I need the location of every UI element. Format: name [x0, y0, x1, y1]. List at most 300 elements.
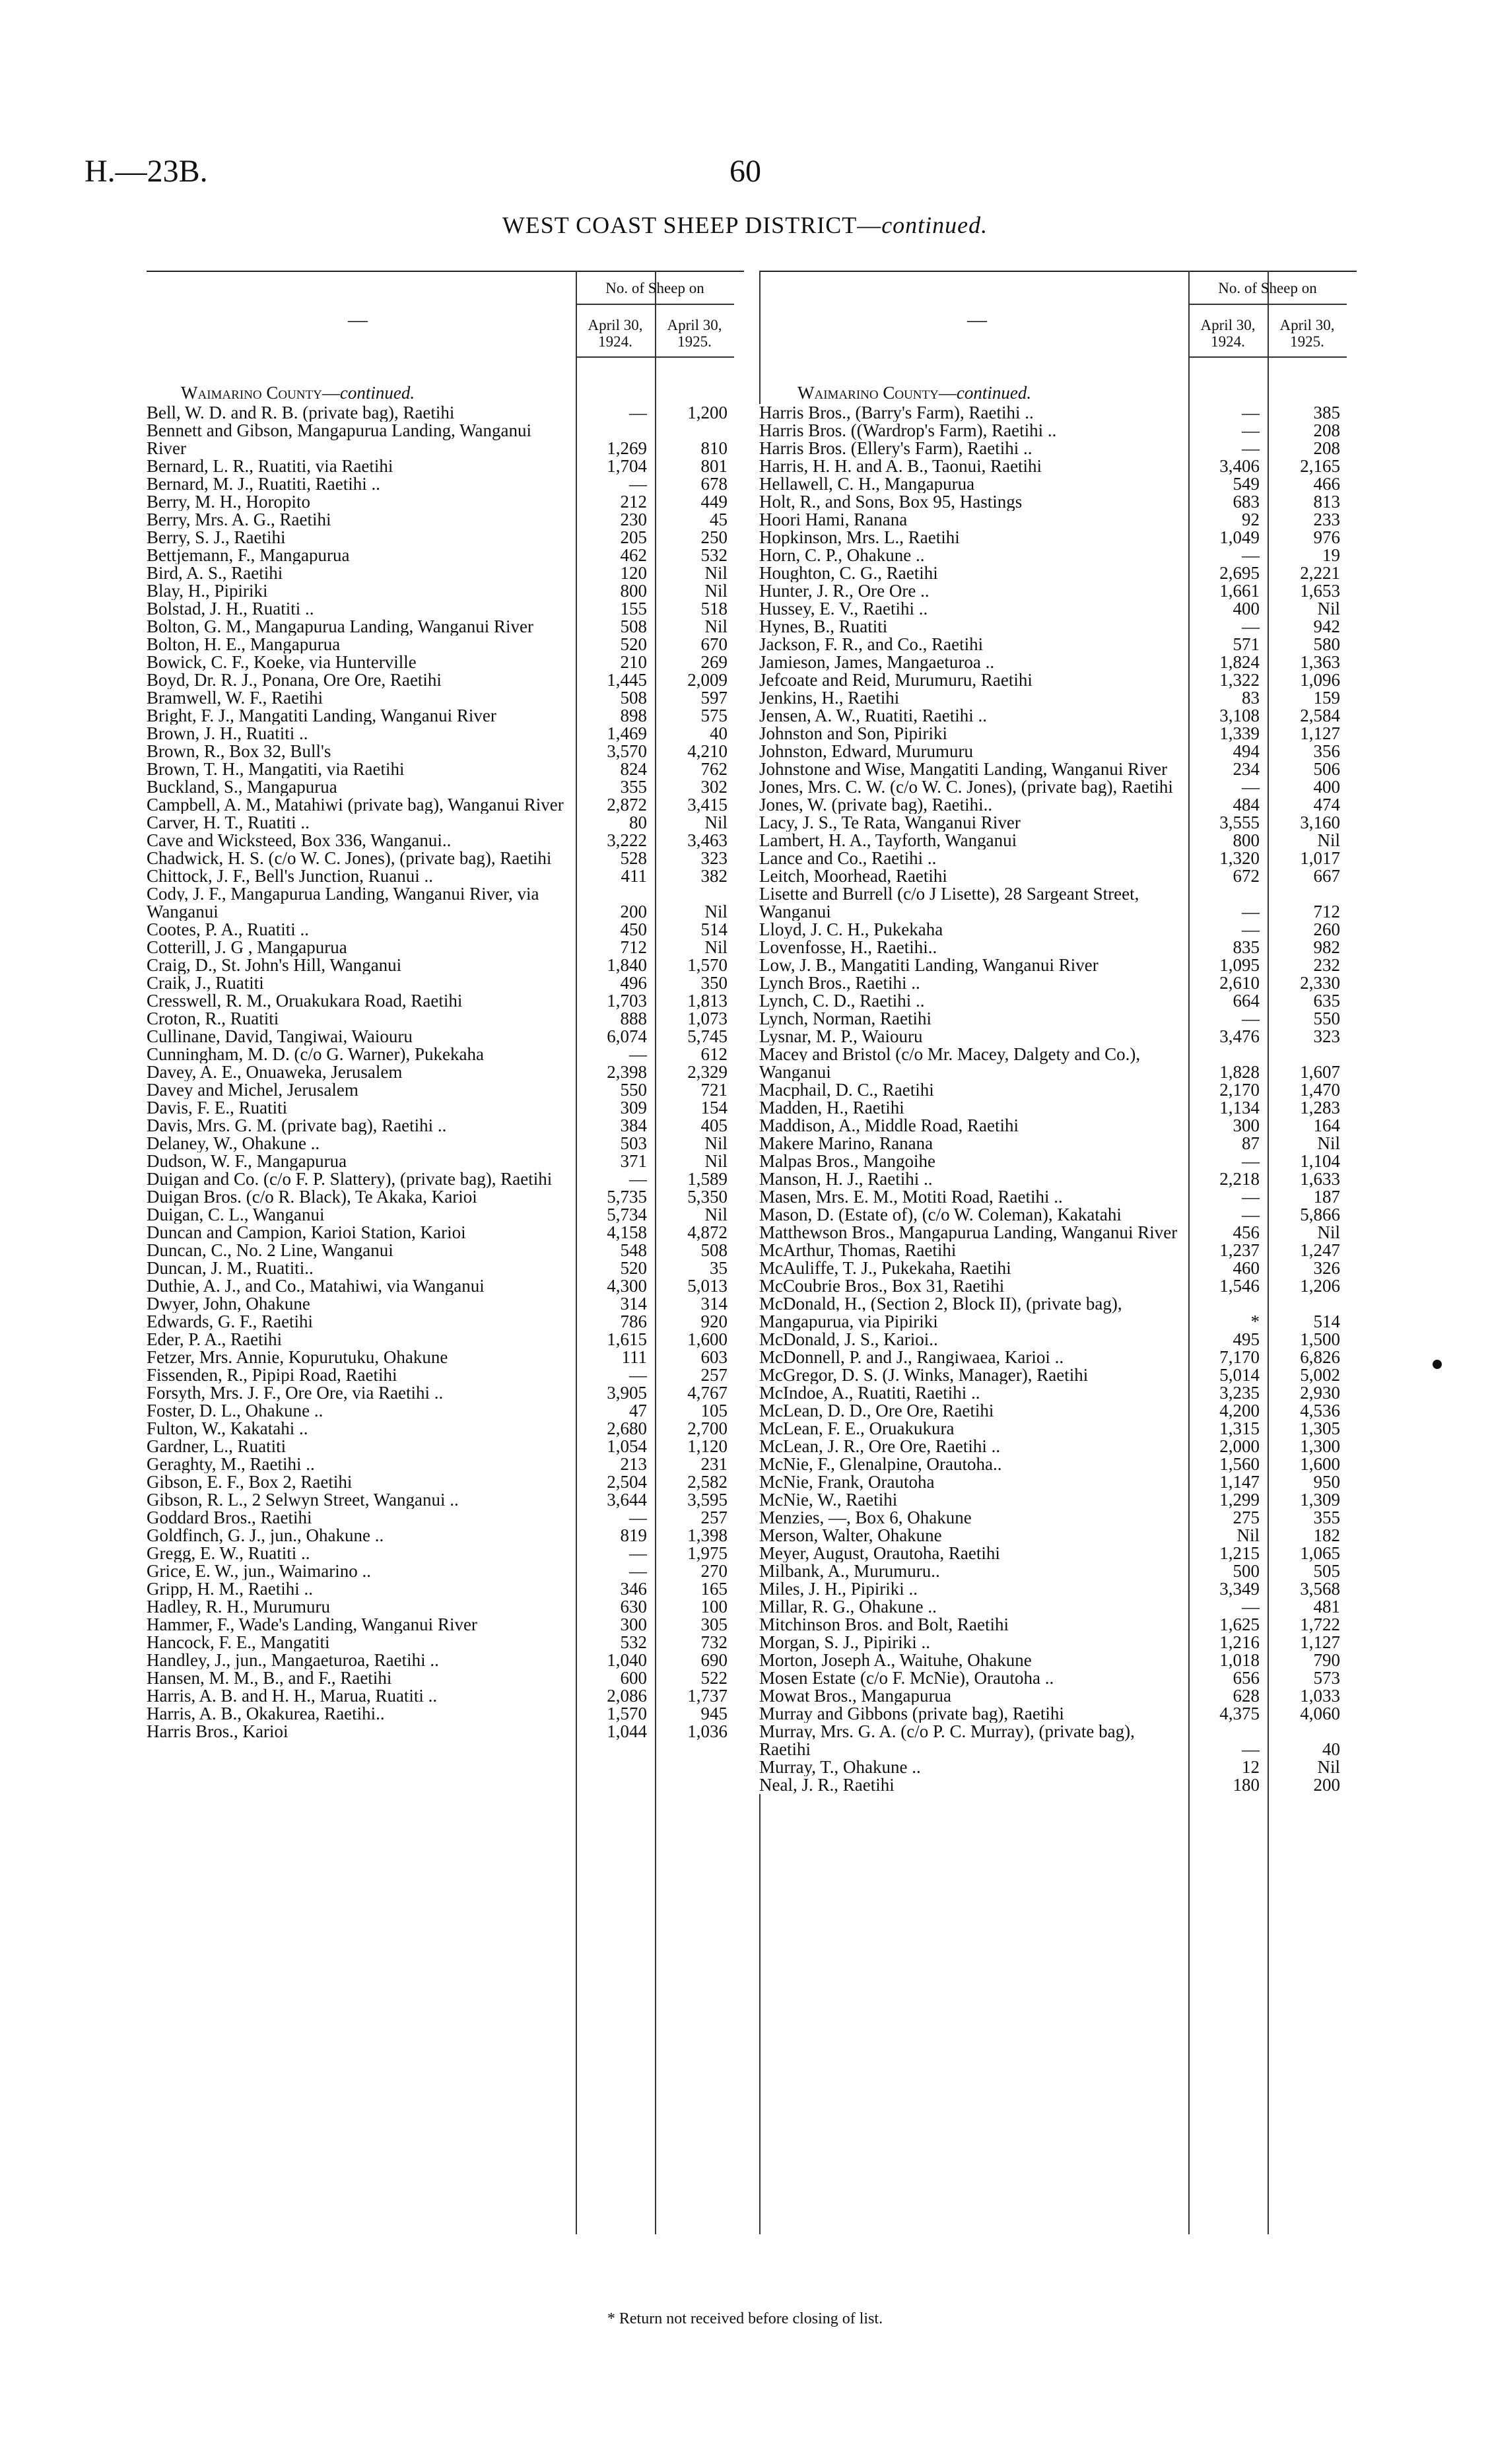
- owner-name: Mosen Estate (c/o F. McNie), Orautoha ..: [759, 1669, 1056, 1687]
- sheep-1924: 503: [620, 1133, 647, 1153]
- owner-name: Leitch, Moorhead, Raetihi: [759, 867, 950, 885]
- owner-cell: [759, 849, 1188, 867]
- sheep-1925: 1,200: [687, 403, 728, 422]
- owner-name: Gregg, E. W., Ruatiti ..: [147, 1545, 312, 1562]
- owner-cell: [147, 689, 576, 707]
- sheep-1925: 976: [1313, 527, 1340, 547]
- table-row: [147, 778, 744, 796]
- sheep-1924: 1,044: [607, 1721, 647, 1741]
- owner-name: Chadwick, H. S. (c/o W. C. Jones), (private bag), Raetihi: [147, 849, 554, 867]
- sheep-1925: 950: [1313, 1472, 1340, 1492]
- owner-cell: [759, 1598, 1188, 1616]
- header-rule: [576, 304, 734, 305]
- table-row: [759, 1580, 1357, 1598]
- owner-name: Goldfinch, G. J., jun., Ohakune ..: [147, 1527, 386, 1545]
- owner-cell: [759, 1366, 1188, 1384]
- sheep-1924: 300: [1233, 1115, 1260, 1135]
- sheep-1924: 496: [620, 973, 647, 993]
- table-row: [759, 1277, 1357, 1295]
- owner-name: Brown, R., Box 32, Bull's: [147, 743, 333, 760]
- owner-cell: [759, 1099, 1188, 1117]
- sheep-1924: 4,158: [607, 1222, 647, 1242]
- owner-name: Bernard, L. R., Ruatiti, via Raetihi: [147, 457, 395, 475]
- table-row: [147, 564, 744, 582]
- owner-cell: [759, 1295, 1188, 1331]
- sheep-1924: 92: [1242, 510, 1260, 529]
- sheep-1925: 3,568: [1300, 1579, 1340, 1599]
- owner-cell: [147, 564, 576, 582]
- owner-name: Mitchinson Bros. and Bolt, Raetihi: [759, 1616, 1011, 1634]
- owner-cell: [147, 1099, 576, 1117]
- sheep-1925: 326: [1313, 1258, 1340, 1278]
- owner-name: McAuliffe, T. J., Pukekaha, Raetihi: [759, 1259, 1014, 1277]
- sheep-1924: —: [629, 1169, 647, 1189]
- sheep-1925: 1,127: [1300, 1632, 1340, 1652]
- owner-cell: [147, 511, 576, 529]
- sheep-1924: 600: [620, 1668, 647, 1688]
- owner-cell: [759, 743, 1188, 760]
- sheep-1924: 500: [1233, 1561, 1260, 1581]
- table-row: [147, 511, 744, 529]
- sheep-1924: —: [1242, 1739, 1260, 1759]
- table-row: [147, 956, 744, 974]
- owner-cell: [147, 1562, 576, 1580]
- owner-cell: [759, 1046, 1188, 1081]
- table-row: [759, 1242, 1357, 1259]
- owner-name: Hoori Hami, Ranana: [759, 511, 910, 529]
- table-row: [147, 636, 744, 653]
- sheep-1924: —: [1242, 902, 1260, 921]
- sheep-1924: 4,200: [1219, 1401, 1260, 1420]
- owner-cell: [147, 1420, 576, 1438]
- sheep-1924: 155: [620, 599, 647, 618]
- sheep-1925: 305: [700, 1615, 728, 1634]
- owner-cell: [147, 1331, 576, 1349]
- owner-cell: [147, 1687, 576, 1705]
- table-row: [759, 600, 1357, 618]
- sheep-1924: 3,108: [1219, 706, 1260, 725]
- table-row: [147, 653, 744, 671]
- owner-name: Bramwell, W. F., Raetihi: [147, 689, 325, 707]
- table-row: [759, 1366, 1357, 1384]
- table-row: [759, 1438, 1357, 1455]
- owner-name: Bolton, G. M., Mangapurua Landing, Wanganui River: [147, 618, 536, 636]
- owner-name: Dudson, W. F., Mangapurua: [147, 1152, 349, 1170]
- sheep-1925: 1,247: [1300, 1240, 1340, 1260]
- sheep-1925: 5,866: [1300, 1205, 1340, 1224]
- owner-name: Jones, W. (private bag), Raetihi..: [759, 796, 995, 814]
- sheep-1924: 3,222: [607, 830, 647, 850]
- owner-cell: [759, 1491, 1188, 1509]
- sheep-1924: 1,269: [607, 438, 647, 458]
- table-row: [759, 547, 1357, 564]
- owner-name: Makere Marino, Ranana: [759, 1135, 935, 1152]
- owner-cell: [147, 1616, 576, 1634]
- owner-name: Davey and Michel, Jerusalem: [147, 1081, 361, 1099]
- sheep-1924: 205: [620, 527, 647, 547]
- table-row: [759, 1545, 1357, 1562]
- table-row: [147, 1545, 744, 1562]
- sheep-1924: 230: [620, 510, 647, 529]
- table-row: [759, 1188, 1357, 1206]
- owner-name: Fissenden, R., Pipipi Road, Raetihi: [147, 1366, 400, 1384]
- owner-cell: [759, 1669, 1188, 1687]
- owner-name: McDonald, H., (Section 2, Block II), (private bag), Mangapurua, via Pipiriki: [759, 1295, 1122, 1331]
- owner-cell: [759, 1259, 1188, 1277]
- sheep-1924: 2,218: [1219, 1169, 1260, 1189]
- right-table: [759, 271, 1357, 2234]
- table-row: [147, 1188, 744, 1206]
- owner-cell: [759, 1135, 1188, 1152]
- sheep-1924: 664: [1233, 991, 1260, 1011]
- owner-cell: [147, 832, 576, 849]
- sheep-1924: —: [629, 1561, 647, 1581]
- table-row: [147, 992, 744, 1010]
- owner-name: Lynch, Norman, Raetihi: [759, 1010, 934, 1028]
- table-row: [147, 1420, 744, 1438]
- table-row: [147, 743, 744, 760]
- sheep-1925: 1,309: [1300, 1490, 1340, 1510]
- sheep-1925: 1,653: [1300, 581, 1340, 601]
- sheep-1925: 2,165: [1300, 456, 1340, 476]
- owner-name: Harris Bros., (Barry's Farm), Raetihi ..: [759, 404, 1036, 422]
- table-row: [759, 689, 1357, 707]
- table-row: [759, 1651, 1357, 1669]
- owner-cell: [147, 1723, 576, 1741]
- owner-name: Bright, F. J., Mangatiti Landing, Wanganui River: [147, 707, 499, 725]
- table-row: [759, 1259, 1357, 1277]
- sheep-1925: 2,221: [1300, 563, 1340, 583]
- table-row: [147, 867, 744, 885]
- sheep-1924: —: [1242, 545, 1260, 565]
- owner-cell: [147, 1651, 576, 1669]
- owner-name: Murray, T., Ohakune ..: [759, 1758, 924, 1776]
- owner-cell: [147, 1349, 576, 1366]
- section-title: [181, 383, 415, 403]
- sheep-1924: 355: [620, 777, 647, 797]
- owner-cell: [759, 1224, 1188, 1242]
- section-title-main: Waimarino County—: [797, 383, 957, 403]
- owner-cell: [147, 1277, 576, 1295]
- sheep-1925: 678: [700, 474, 728, 494]
- owner-cell: [759, 725, 1188, 743]
- owner-name: Bolstad, J. H., Ruatiti ..: [147, 600, 317, 618]
- sheep-1925: 208: [1313, 438, 1340, 458]
- sheep-1925: 690: [700, 1650, 728, 1670]
- table-row: [759, 707, 1357, 725]
- sheep-1924: 80: [629, 813, 647, 832]
- owner-cell: [147, 778, 576, 796]
- sheep-1924: 549: [1233, 474, 1260, 494]
- table-row: [759, 1758, 1357, 1776]
- sheep-1924: 888: [620, 1009, 647, 1028]
- table-row: [147, 404, 744, 422]
- sheep-1925: 1,398: [687, 1525, 728, 1545]
- owner-cell: [759, 885, 1188, 921]
- sheep-1925: 667: [1313, 866, 1340, 886]
- section-title-continued: continued.: [339, 383, 415, 403]
- owner-cell: [759, 1170, 1188, 1188]
- owner-cell: [759, 1651, 1188, 1669]
- owner-cell: [147, 1188, 576, 1206]
- sheep-1924: 3,644: [607, 1490, 647, 1510]
- table-row: [759, 1028, 1357, 1046]
- sheep-1925: Nil: [1317, 1757, 1340, 1777]
- owner-cell: [147, 743, 576, 760]
- owner-name: Mowat Bros., Mangapurua: [759, 1687, 954, 1705]
- table-row: [759, 1117, 1357, 1135]
- table-row: [759, 1224, 1357, 1242]
- table-row: [147, 1331, 744, 1349]
- owner-cell: [147, 707, 576, 725]
- table-row: [759, 832, 1357, 849]
- sheep-1924: 5,735: [607, 1187, 647, 1207]
- table-row: [147, 1669, 744, 1687]
- sheep-1925: 1,300: [1300, 1436, 1340, 1456]
- sheep-1924: 1,237: [1219, 1240, 1260, 1260]
- sheep-1924: 384: [620, 1115, 647, 1135]
- table-row: [759, 1491, 1357, 1509]
- sheep-1924: —: [1242, 403, 1260, 422]
- owner-name: Jensen, A. W., Ruatiti, Raetihi ..: [759, 707, 990, 725]
- owner-name: Carver, H. T., Ruatiti ..: [147, 814, 312, 832]
- sheep-1924: 1,615: [607, 1329, 647, 1349]
- owner-cell: [147, 1206, 576, 1224]
- owner-cell: [147, 1259, 576, 1277]
- owner-cell: [147, 1135, 576, 1152]
- owner-cell: [147, 1545, 576, 1562]
- table-row: [759, 1402, 1357, 1420]
- owner-name: Eder, P. A., Raetihi: [147, 1331, 285, 1349]
- owner-name: Milbank, A., Murumuru..: [759, 1562, 943, 1580]
- owner-cell: [759, 939, 1188, 956]
- sheep-1925: 270: [700, 1561, 728, 1581]
- owner-cell: [147, 921, 576, 939]
- sheep-1925: 1,073: [687, 1009, 728, 1028]
- owner-name: McNie, F., Glenalpine, Orautoha..: [759, 1455, 1005, 1473]
- sheep-1925: 518: [700, 599, 728, 618]
- owner-name: Croton, R., Ruatiti: [147, 1010, 281, 1028]
- sheep-1924: 1,661: [1219, 581, 1260, 601]
- col1-line1: April 30,: [1200, 317, 1256, 333]
- owner-name: Bernard, M. J., Ruatiti, Raetihi ..: [147, 475, 383, 493]
- owner-cell: [147, 974, 576, 992]
- sheep-1925: 2,584: [1300, 706, 1340, 725]
- sheep-1925: 5,745: [687, 1026, 728, 1046]
- owner-name: Lambert, H. A., Tayforth, Wanganui: [759, 832, 1019, 849]
- owner-name: Craig, D., St. John's Hill, Wanganui: [147, 956, 404, 974]
- owner-cell: [759, 1545, 1188, 1562]
- sheep-1924: 5,014: [1219, 1365, 1260, 1385]
- footnote: * Return not received before closing of list.: [607, 2310, 883, 2327]
- owner-name: Bowick, C. F., Koeke, via Hunterville: [147, 653, 419, 671]
- owner-name: Millar, R. G., Ohakune ..: [759, 1598, 939, 1616]
- table-row: [147, 1224, 744, 1242]
- sheep-1924: 400: [1233, 599, 1260, 618]
- owner-name: Low, J. B., Mangatiti Landing, Wanganui River: [759, 956, 1101, 974]
- blank-heading: —: [967, 309, 987, 331]
- sheep-1925: 1,600: [687, 1329, 728, 1349]
- owner-cell: [147, 849, 576, 867]
- owner-name: Johnston, Edward, Murumuru: [759, 743, 976, 760]
- owner-cell: [147, 600, 576, 618]
- owner-name: Bird, A. S., Raetihi: [147, 564, 285, 582]
- sheep-1924: 411: [621, 866, 647, 886]
- sheep-1924: 314: [620, 1294, 647, 1314]
- sheep-1925: Nil: [704, 1133, 728, 1153]
- owner-cell: [147, 529, 576, 547]
- owner-name: Macphail, D. C., Raetihi: [759, 1081, 937, 1099]
- table-row: [759, 1384, 1357, 1402]
- table-row: [759, 1081, 1357, 1099]
- owner-name: Hunter, J. R., Ore Ore ..: [759, 582, 932, 600]
- owner-cell: [147, 1081, 576, 1099]
- table-row: [147, 1687, 744, 1705]
- sheep-1924: —: [1242, 1009, 1260, 1028]
- owner-cell: [147, 1669, 576, 1687]
- owner-cell: [759, 475, 1188, 493]
- owner-cell: [759, 1438, 1188, 1455]
- sheep-1925: 1,283: [1300, 1098, 1340, 1117]
- sheep-1924: 120: [620, 563, 647, 583]
- table-row: [147, 1046, 744, 1063]
- table-row: [759, 1509, 1357, 1527]
- owner-name: McIndoe, A., Ruatiti, Raetihi ..: [759, 1384, 982, 1402]
- sheep-1924: 2,680: [607, 1418, 647, 1438]
- table-row: [759, 1562, 1357, 1580]
- owner-cell: [759, 1402, 1188, 1420]
- table-row: [759, 636, 1357, 653]
- sheep-1924: —: [1242, 777, 1260, 797]
- table-row: [147, 1313, 744, 1331]
- owner-cell: [759, 600, 1188, 618]
- sheep-1924: —: [1242, 420, 1260, 440]
- table-row: [759, 1776, 1357, 1794]
- table-row: [759, 1046, 1357, 1081]
- sheep-1924: 1,339: [1219, 723, 1260, 743]
- table-row: [147, 1170, 744, 1188]
- sheep-1924: 1,147: [1219, 1472, 1260, 1492]
- owner-name: Harris Bros. ((Wardrop's Farm), Raetihi ..: [759, 422, 1059, 440]
- sheep-1924: 1,560: [1219, 1454, 1260, 1474]
- owner-name: Morgan, S. J., Pipiriki ..: [759, 1634, 933, 1651]
- sheep-1925: 506: [1313, 759, 1340, 779]
- sheep-1925: 3,595: [687, 1490, 728, 1510]
- owner-name: Duthie, A. J., and Co., Matahiwi, via Wanganui: [147, 1277, 487, 1295]
- sheep-1924: 1,828: [1219, 1062, 1260, 1082]
- sheep-1925: 1,036: [687, 1721, 728, 1741]
- sheep-1925: 1,570: [687, 955, 728, 975]
- owner-cell: [759, 974, 1188, 992]
- sheep-1924: 83: [1242, 688, 1260, 708]
- sheep-1925: Nil: [704, 937, 728, 957]
- sheep-1925: 1,737: [687, 1686, 728, 1706]
- owner-name: Forsyth, Mrs. J. F., Ore Ore, via Raetihi ..: [147, 1384, 446, 1402]
- owner-cell: [759, 547, 1188, 564]
- owner-name: Malpas Bros., Mangoihe: [759, 1152, 938, 1170]
- sheep-1924: 528: [620, 848, 647, 868]
- table-row: [759, 1010, 1357, 1028]
- owner-name: Davis, F. E., Ruatiti: [147, 1099, 290, 1117]
- sheep-1925: 4,210: [687, 741, 728, 761]
- sheep-1924: —: [1242, 919, 1260, 939]
- owner-name: Lovenfosse, H., Raetihi..: [759, 939, 939, 956]
- sheep-1924: 683: [1233, 492, 1260, 512]
- sheep-1925: 350: [700, 973, 728, 993]
- sheep-1924: —: [1242, 1205, 1260, 1224]
- sheep-1925: 1,305: [1300, 1418, 1340, 1438]
- sheep-1924: 2,398: [607, 1062, 647, 1082]
- sheep-1925: 3,463: [687, 830, 728, 850]
- table-row: [759, 1705, 1357, 1723]
- table-row: [147, 1028, 744, 1046]
- sheep-1924: 571: [1233, 634, 1260, 654]
- table-row: [147, 529, 744, 547]
- owner-cell: [759, 529, 1188, 547]
- owner-cell: [759, 440, 1188, 457]
- sheep-1925: 40: [710, 723, 728, 743]
- table-row: [147, 671, 744, 689]
- owner-cell: [147, 1010, 576, 1028]
- sheep-1924: 3,905: [607, 1383, 647, 1403]
- owner-name: Madden, H., Raetihi: [759, 1099, 907, 1117]
- sheep-1925: 40: [1322, 1739, 1340, 1759]
- owner-cell: [147, 1242, 576, 1259]
- sheep-1925: 762: [700, 759, 728, 779]
- table-row: [759, 457, 1357, 475]
- table-row: [147, 689, 744, 707]
- sheep-1925: 514: [1313, 1312, 1340, 1331]
- table-row: [147, 1473, 744, 1491]
- column-heading-1924: [576, 317, 655, 350]
- table-row: [147, 600, 744, 618]
- owner-name: Lisette and Burrell (c/o J Lisette), 28 Sargeant Street, Wanganui: [759, 885, 1139, 921]
- sheep-1925: 573: [1313, 1668, 1340, 1688]
- table-row: [759, 1473, 1357, 1491]
- table-row: [147, 1705, 744, 1723]
- sheep-1925: 597: [700, 688, 728, 708]
- sheep-1925: 670: [700, 634, 728, 654]
- table-row: [147, 796, 744, 814]
- column-group-heading: No. of Sheep on: [605, 280, 704, 296]
- sheep-1925: 1,600: [1300, 1454, 1340, 1474]
- owner-name: Matthewson Bros., Mangapurua Landing, Wanganui River: [759, 1224, 1180, 1242]
- owner-name: Handley, J., jun., Mangaeturoa, Raetihi ..: [147, 1651, 442, 1669]
- table-row: [147, 1010, 744, 1028]
- owner-name: Hynes, B., Ruatiti: [759, 618, 890, 636]
- table-row: [759, 796, 1357, 814]
- table-row: [759, 725, 1357, 743]
- title-main: WEST COAST SHEEP DISTRICT—: [502, 212, 882, 238]
- sheep-1924: —: [1242, 616, 1260, 636]
- sheep-1925: 382: [700, 866, 728, 886]
- sheep-1924: 111: [621, 1347, 647, 1367]
- owner-name: Masen, Mrs. E. M., Motiti Road, Raetihi ..: [759, 1188, 1066, 1206]
- owner-name: McNie, Frank, Orautoha: [759, 1473, 937, 1491]
- sheep-1925: 257: [700, 1508, 728, 1527]
- owner-cell: [147, 636, 576, 653]
- table-row: [759, 1527, 1357, 1545]
- owner-cell: [147, 814, 576, 832]
- owner-name: Cootes, P. A., Ruatiti ..: [147, 921, 312, 939]
- owner-cell: [759, 1384, 1188, 1402]
- sheep-1924: 898: [620, 706, 647, 725]
- sheep-1925: 532: [700, 545, 728, 565]
- table-row: [147, 1527, 744, 1545]
- owner-name: Menzies, —, Box 6, Ohakune: [759, 1509, 974, 1527]
- owner-cell: [759, 1776, 1188, 1794]
- owner-cell: [147, 1063, 576, 1081]
